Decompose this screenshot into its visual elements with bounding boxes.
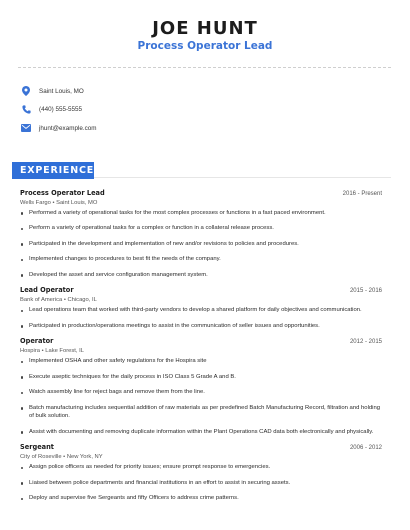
job-bullet: Liaised between police departments and financial institutions in an effort to assist in securing assets. xyxy=(20,479,382,488)
job-location: Lake Forest, IL xyxy=(45,348,84,355)
job-company: Wells Fargo xyxy=(20,200,51,206)
candidate-name: JOE HUNT xyxy=(152,18,258,39)
separator-dot: • xyxy=(50,200,57,206)
job-title: Sergeant xyxy=(20,443,54,452)
experience-list xyxy=(20,189,382,510)
job-bullet: Batch manufacturing includes sequential addition of raw materials as per predefined Batch Manufacturing Record, filtration and holding of bulk solution. xyxy=(20,404,382,421)
job-location: Chicago, IL xyxy=(67,297,97,304)
job-bullet: Implemented OSHA and other safety regulations for the Hospira site xyxy=(20,357,382,366)
job-header xyxy=(20,189,382,199)
section-divider xyxy=(94,177,391,178)
job-bullet: Deploy and supervise five Sergeants and fifty Officers to address crime patterns. xyxy=(20,494,382,503)
job-header xyxy=(20,443,382,453)
job-entry xyxy=(20,443,382,503)
job-bullet: Assign police officers as needed for priority issues; ensure prompt response to emergencies. xyxy=(20,463,382,472)
job-company: Hospira xyxy=(20,348,40,355)
job-bullet: Participated in production/operations meetings to assist in the communication of seller issues and opportunities. xyxy=(20,322,382,331)
job-bullet: Participated in the development and implementation of new and/or revisions to policies and procedures. xyxy=(20,240,382,249)
job-company-location xyxy=(20,200,382,206)
job-bullet: Assist with documenting and removing duplicate information within the Plant Operations CAD data both electronically and physically. xyxy=(20,428,382,437)
experience-section-header: EXPERIENCE xyxy=(12,162,94,179)
job-bullet-list xyxy=(20,306,382,330)
job-company: City of Roseville xyxy=(20,454,62,461)
job-title: Operator xyxy=(20,337,54,346)
job-dates: 2012 - 2015 xyxy=(349,339,382,346)
job-dates: 2006 - 2012 xyxy=(349,445,382,452)
contact-email xyxy=(20,119,97,138)
email-icon xyxy=(20,122,32,134)
job-bullet: Developed the asset and service configuration management system. xyxy=(20,271,382,280)
job-company: Bank of America xyxy=(20,297,63,304)
job-title: Lead Operator xyxy=(20,286,74,295)
job-bullet-list xyxy=(20,209,382,280)
job-bullet: Perform a variety of operational tasks for a complex or function in a collateral release process. xyxy=(20,224,382,233)
job-dates: 2015 - 2016 xyxy=(349,288,382,295)
job-bullet: Execute aseptic techniques for the daily process in ISO Class 5 Grade A and B. xyxy=(20,373,382,382)
job-bullet-list xyxy=(20,357,382,436)
location-text: Saint Louis, MO xyxy=(39,87,84,95)
job-entry xyxy=(20,286,382,330)
contact-phone xyxy=(20,101,97,120)
job-company-location xyxy=(20,348,382,354)
header-divider xyxy=(18,67,391,68)
job-dates: 2016 - Present xyxy=(342,191,382,197)
job-bullet-list xyxy=(20,463,382,503)
job-bullet: Lead operations team that worked with third-party vendors to develop a shared platform for daily objectives and communication. xyxy=(20,306,382,315)
job-bullet: Watch assembly line for reject bags and remove them from the line. xyxy=(20,388,382,397)
separator-dot: • xyxy=(62,297,68,304)
job-role-title: Process Operator Lead xyxy=(137,40,273,52)
job-location: New York, NY xyxy=(66,454,103,461)
separator-dot: • xyxy=(61,454,67,461)
job-title: Process Operator Lead xyxy=(20,189,105,197)
email-text: jhunt@example.com xyxy=(39,124,97,132)
phone-icon xyxy=(20,104,32,116)
job-bullet: Implemented changes to procedures to best fit the needs of the company. xyxy=(20,255,382,264)
job-company-location xyxy=(20,297,382,303)
job-entry xyxy=(20,337,382,436)
job-header xyxy=(20,337,382,347)
job-header xyxy=(20,286,382,296)
contact-location xyxy=(20,82,97,101)
phone-text: (440) 555-5555 xyxy=(39,106,83,114)
job-company-location xyxy=(20,454,382,460)
separator-dot: • xyxy=(39,348,46,355)
location-pin-icon xyxy=(20,85,32,97)
job-location: Saint Louis, MO xyxy=(56,200,98,206)
contact-info xyxy=(20,82,97,138)
job-bullet: Performed a variety of operational tasks for the most complex processes or functions in a fast paced environment. xyxy=(20,209,382,218)
job-entry xyxy=(20,189,382,280)
